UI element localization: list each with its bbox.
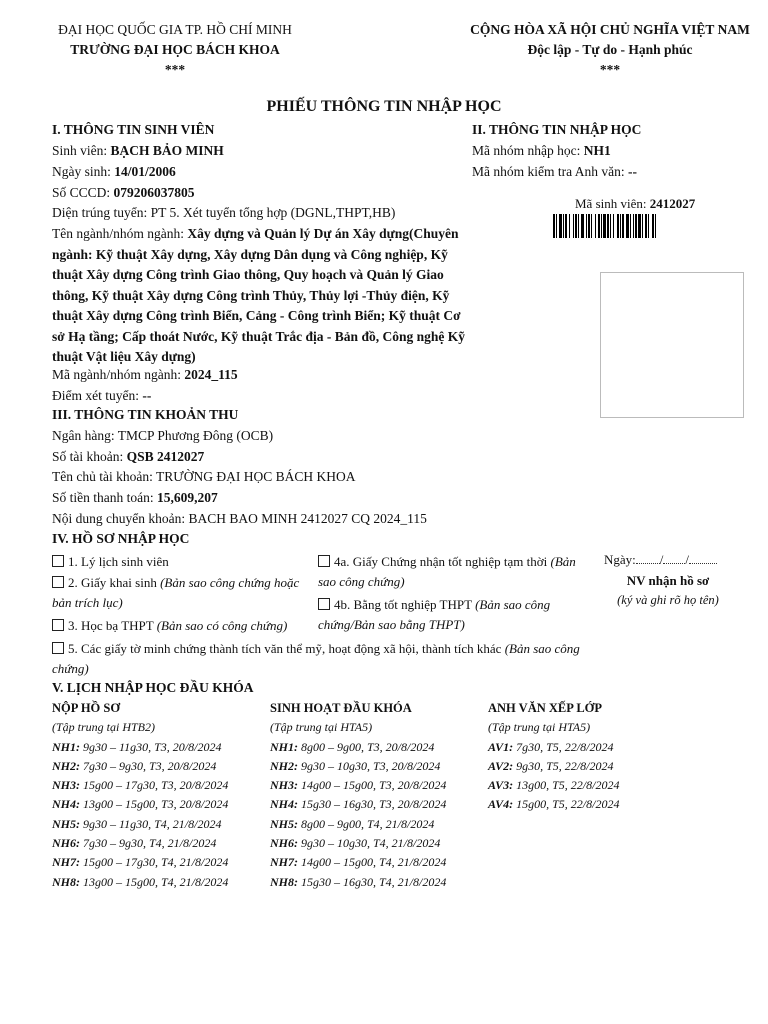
schedule-row: NH3: 14g00 – 15g00, T3, 20/8/2024: [270, 778, 447, 793]
account-value: QSB 2412027: [126, 449, 205, 464]
schedule-row: AV1: 7g30, T5, 22/8/2024: [488, 739, 614, 754]
dob-value: 14/01/2006: [114, 164, 176, 179]
schedule-col-title: ANH VĂN XẾP LỚP: [488, 701, 603, 715]
doc-item-5[interactable]: [52, 639, 592, 679]
schedule-row: AV4: 15g00, T5, 22/8/2024: [488, 797, 620, 812]
schedule-col-orientation: [270, 699, 446, 892]
doc-item-4b-note: (Bản sao công chứng/Bản sao bằng THPT): [318, 597, 551, 632]
schedule-row: NH5: 9g30 – 11g30, T4, 21/8/2024: [52, 816, 222, 831]
holder-row: Tên chủ tài khoản: TRƯỜNG ĐẠI HỌC BÁCH KHOA: [52, 469, 356, 484]
doc-item-4a-label: 4a. Giấy Chứng nhận tốt nghiệp tạm thời: [334, 554, 551, 569]
checkbox-4b[interactable]: [318, 598, 330, 610]
school-name: TRƯỜNG ĐẠI HỌC BÁCH KHOA: [70, 42, 280, 57]
country-name: CỘNG HÒA XÃ HỘI CHỦ NGHĨA VIỆT NAM: [470, 22, 750, 37]
doc-item-1[interactable]: [52, 552, 307, 572]
doc-item-2-label: 2. Giấy khai sinh: [68, 575, 161, 590]
schedule-location: (Tập trung tại HTA5): [488, 720, 591, 735]
doc-item-4a-note: (Bản sao công chứng): [318, 554, 576, 589]
doc-item-3[interactable]: [52, 616, 322, 636]
section3-heading: III. THÔNG TIN KHOẢN THU: [52, 407, 239, 422]
schedule-col-title: NỘP HỒ SƠ: [52, 701, 121, 715]
schedule-row: NH7: 14g00 – 15g00, T4, 21/8/2024: [270, 855, 447, 870]
checkbox-5[interactable]: [52, 642, 64, 654]
bank-row: Ngân hàng: TMCP Phương Đông (OCB): [52, 428, 274, 443]
amount-value: 15,609,207: [157, 490, 218, 505]
barcode-icon: [553, 214, 699, 238]
english-row: [472, 164, 637, 180]
schedule-row: AV3: 13g00, T5, 22/8/2024: [488, 778, 620, 793]
date-slash-1: /: [659, 552, 664, 567]
doc-item-5-label: 5. Các giấy tờ minh chứng thành tích văn thể mỹ, hoạt động xã hội, thành tích khác: [68, 641, 505, 656]
section1-heading: I. THÔNG TIN SINH VIÊN: [52, 122, 215, 137]
doc-item-1-label: 1. Lý lịch sinh viên: [68, 554, 169, 569]
schedule-row: NH3: 15g00 – 17g30, T3, 20/8/2024: [52, 778, 229, 793]
dob-row: [52, 164, 176, 180]
header-right-stars: ***: [599, 62, 621, 77]
receipt-date: [604, 552, 717, 568]
schedule-row: NH6: 9g30 – 10g30, T4, 21/8/2024: [270, 836, 441, 851]
student-name: BẠCH BẢO MINH: [110, 143, 224, 158]
amount-row: [52, 490, 218, 506]
doc-item-2-note: (Bản sao công chứng hoặc bản trích lục): [52, 575, 300, 610]
group-row: [472, 143, 611, 159]
id-row: [52, 185, 195, 201]
account-label: Số tài khoản:: [52, 449, 127, 464]
transfer-content-row: Nội dung chuyển khoản: BACH BAO MINH 2412027 CQ 2024_115: [52, 511, 427, 526]
schedule-row: NH1: 8g00 – 9g00, T3, 20/8/2024: [270, 739, 435, 754]
major-label: Tên ngành/nhóm ngành:: [52, 226, 188, 241]
admission-method: Diện trúng tuyển: PT 5. Xét tuyển tổng hợp (DGNL,THPT,HB): [52, 205, 396, 220]
header-right: [460, 20, 760, 80]
doc-item-3-note: (Bản sao có công chứng): [156, 618, 288, 633]
id-label: Số CCCD:: [52, 185, 114, 200]
score-label: Điểm xét tuyển:: [52, 388, 143, 403]
schedule-location: (Tập trung tại HTA5): [270, 720, 373, 735]
schedule-location: (Tập trung tại HTB2): [52, 720, 156, 735]
section5-heading: V. LỊCH NHẬP HỌC ĐẦU KHÓA: [52, 680, 254, 695]
doc-item-3-label: 3. Học bạ THPT: [68, 618, 157, 633]
major-code-label: Mã ngành/nhóm ngành:: [52, 367, 185, 382]
id-value: 079206037805: [113, 185, 195, 200]
group-value: NH1: [583, 143, 611, 158]
checkbox-1[interactable]: [52, 555, 64, 567]
motto: Độc lập - Tự do - Hạnh phúc: [527, 42, 693, 57]
english-value: --: [627, 164, 637, 179]
student-id-label: Mã sinh viên:: [575, 196, 650, 211]
schedule-row: NH1: 9g30 – 11g30, T3, 20/8/2024: [52, 739, 222, 754]
doc-item-4a[interactable]: [318, 552, 580, 592]
schedule-row: NH8: 15g30 – 16g30, T4, 21/8/2024: [270, 874, 447, 889]
section4-heading: IV. HỒ SƠ NHẬP HỌC: [52, 531, 190, 546]
major-value: Xây dựng và Quản lý Dự án Xây dựng(Chuyên ngành: Kỹ thuật Xây dựng, Xây dựng Dân dụng và Công nghiệp, Kỹ thuật Xây dựng Công trình Giao thông, Quy hoạch và Quản lý Giao thông, Kỹ thuật Xây dựng Công trình Thủy, Thủy lợi -Thủy điện, Kỹ thuật Xây dựng Công trình Biển, Cảng - Công trình Biển; Kỹ thuật Cơ sở Hạ tầng; Cấp thoát Nước, Kỹ thuật Trắc địa - Bản đồ, Công nghệ Kỹ thuật Vật liệu Xây dựng): [52, 226, 465, 364]
schedule-row: NH4: 15g30 – 16g30, T3, 20/8/2024: [270, 797, 447, 812]
schedule-row: NH5: 8g00 – 9g00, T4, 21/8/2024: [270, 816, 435, 831]
score-value: --: [142, 388, 152, 403]
schedule-row: NH2: 7g30 – 9g30, T3, 20/8/2024: [52, 758, 217, 773]
schedule-col-english: [488, 699, 619, 815]
student-id-value: 2412027: [649, 196, 696, 211]
receiver-note: (ký và ghi rõ họ tên): [617, 593, 719, 607]
schedule-col-title: SINH HOẠT ĐẦU KHÓA: [270, 701, 412, 715]
checkbox-3[interactable]: [52, 619, 64, 631]
schedule-col-submit: [52, 699, 228, 892]
english-label: Mã nhóm kiểm tra Anh văn:: [472, 164, 628, 179]
checkbox-2[interactable]: [52, 576, 64, 588]
schedule-row: NH6: 7g30 – 9g30, T4, 21/8/2024: [52, 836, 217, 851]
schedule-row: NH4: 13g00 – 15g00, T3, 20/8/2024: [52, 797, 229, 812]
photo-placeholder: [600, 272, 744, 418]
major-paragraph: [52, 224, 472, 368]
group-label: Mã nhóm nhập học:: [472, 143, 584, 158]
university-name: ĐẠI HỌC QUỐC GIA TP. HỒ CHÍ MINH: [58, 22, 292, 37]
dob-label: Ngày sinh:: [52, 164, 115, 179]
doc-item-2[interactable]: [52, 573, 318, 613]
header-left-stars: ***: [164, 62, 186, 77]
doc-item-4b-label: 4b. Bằng tốt nghiệp THPT: [334, 597, 476, 612]
section2-heading: II. THÔNG TIN NHẬP HỌC: [472, 122, 642, 137]
account-row: [52, 449, 204, 465]
doc-item-4b[interactable]: [318, 595, 580, 635]
major-code-row: [52, 367, 238, 383]
schedule-row: NH7: 15g00 – 17g30, T4, 21/8/2024: [52, 855, 229, 870]
date-label: Ngày:: [604, 552, 636, 567]
doc-item-5-note: (Bản sao công chứng): [52, 641, 580, 676]
student-label: Sinh viên:: [52, 143, 111, 158]
schedule-row: NH2: 9g30 – 10g30, T3, 20/8/2024: [270, 758, 441, 773]
document-title: PHIẾU THÔNG TIN NHẬP HỌC: [266, 98, 502, 115]
receiver-title: NV nhận hồ sơ: [626, 573, 710, 588]
major-code-value: 2024_115: [184, 367, 238, 382]
score-row: [52, 388, 151, 404]
schedule-row: AV2: 9g30, T5, 22/8/2024: [488, 758, 614, 773]
student-name-row: [52, 143, 224, 159]
amount-label: Số tiền thanh toán:: [52, 490, 157, 505]
date-slash-2: /: [685, 552, 690, 567]
schedule-row: NH8: 13g00 – 15g00, T4, 21/8/2024: [52, 874, 229, 889]
header-left: [30, 20, 320, 80]
student-id-row: [575, 196, 695, 212]
checkbox-4a[interactable]: [318, 555, 330, 567]
